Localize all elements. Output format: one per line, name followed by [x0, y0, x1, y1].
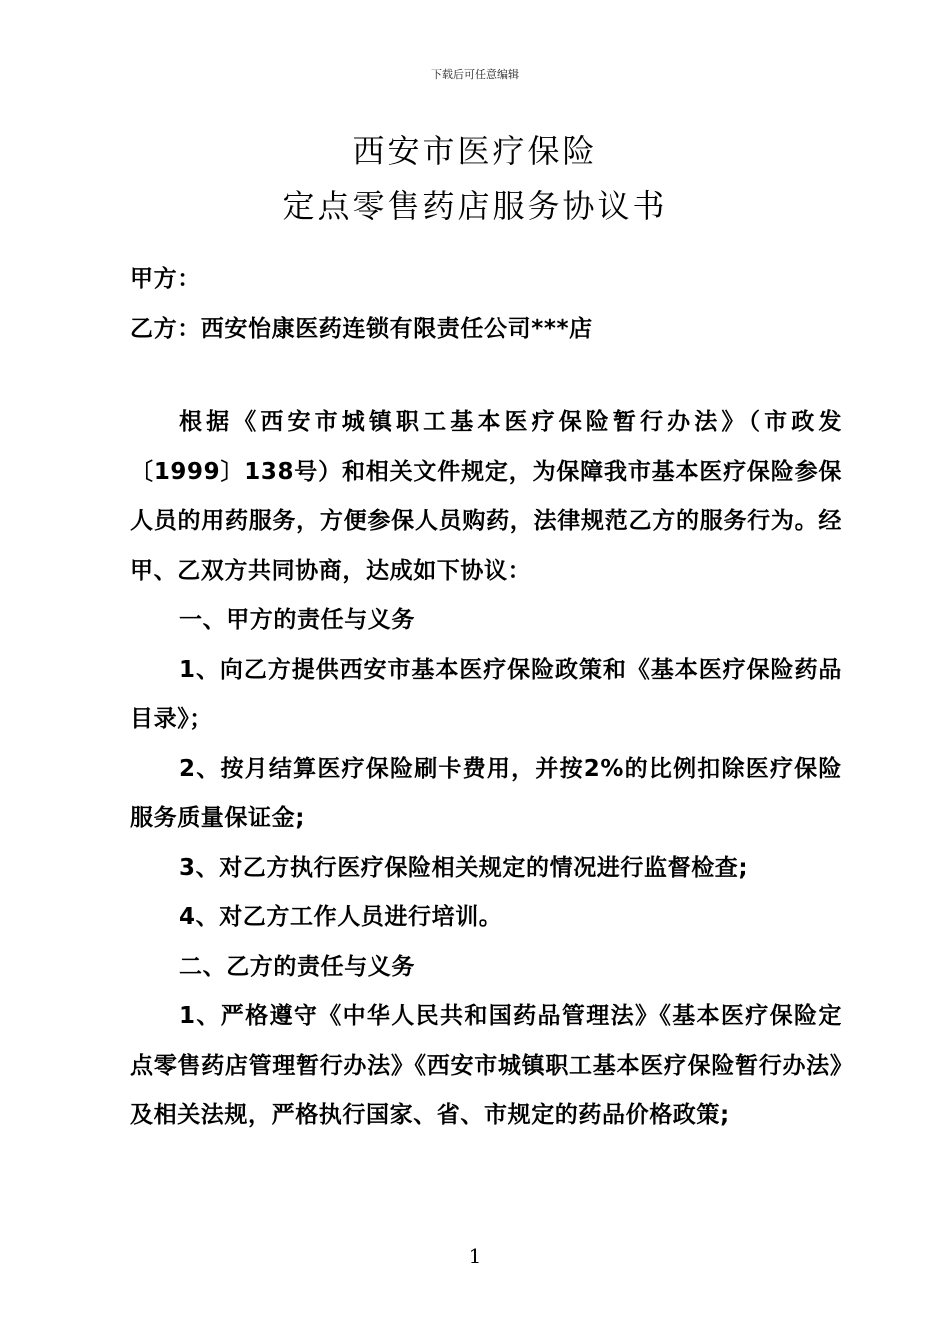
clause-b-1: 1、严格遵守《中华人民共和国药品管理法》《基本医疗保险定点零售药店管理暂行办法》《西安市城镇职工基本医疗保险暂行办法》及相关法规，严格执行国家、省、市规定的药品价格政策; — [130, 1003, 842, 1128]
section-heading-party-b: 二、乙方的责任与义务 — [179, 953, 415, 980]
page-number: 1 — [468, 1244, 482, 1268]
header-note: 下载后可任意编辑 — [431, 68, 519, 81]
agreement-body — [130, 398, 842, 1141]
party-b: 乙方：西安怡康医药连锁有限责任公司***店 — [130, 315, 593, 342]
clause-a-1: 1、向乙方提供西安市基本医疗保险政策和《基本医疗保险药品目录》； — [130, 656, 842, 732]
party-a: 甲方： — [130, 266, 201, 292]
clause-a-2: 2、按月结算医疗保险刷卡费用，并按2%的比例扣除医疗保险服务质量保证金; — [130, 755, 842, 831]
intro-paragraph: 根据《西安市城镇职工基本医疗保险暂行办法》（市政发〔1999〕138号）和相关文件规定，为保障我市基本医疗保险参保人员的用药服务，方便参保人员购药，法律规范乙方的服务行为。经甲、乙双方共同协商，达成如下协议： — [130, 409, 842, 584]
section-heading-party-a: 一、甲方的责任与义务 — [179, 607, 415, 633]
party-block — [130, 255, 842, 354]
clause-a-3: 3、对乙方执行医疗保险相关规定的情况进行监督检查; — [179, 854, 749, 881]
title-line-2: 定点零售药店服务协议书 — [282, 187, 668, 225]
clause-a-4: 4、对乙方工作人员进行培训。 — [179, 904, 503, 930]
title-line-1: 西安市医疗保险 — [352, 132, 598, 170]
